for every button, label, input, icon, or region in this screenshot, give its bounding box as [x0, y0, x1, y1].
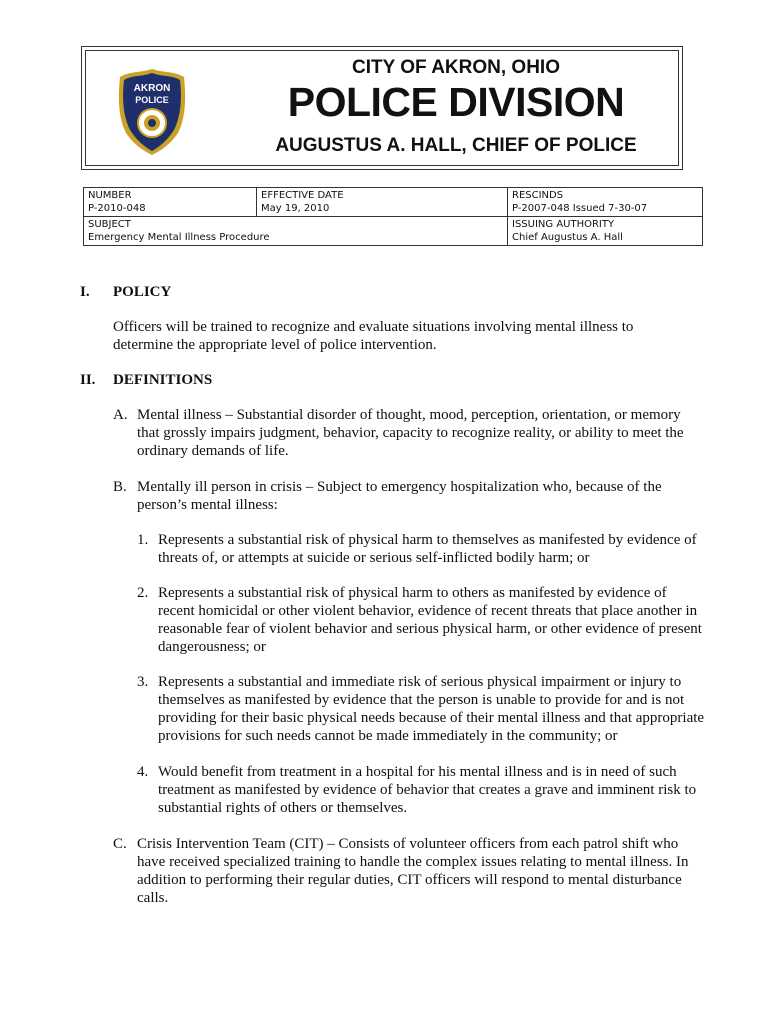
definition-a-letter: A.: [113, 407, 128, 423]
number-value: P-2010-048: [88, 203, 146, 214]
letterhead-inner-border: [85, 50, 679, 166]
list-item-2-text: Represents a substantial risk of physical harm to others as manifested by evidence of recent homicidal or other violent behavior, evidence of recent threats that place another in reasonable fear of violent behavior and serious physical harm, or other evidence of present dangerousness; or: [158, 585, 702, 655]
akron-police-badge-icon: [116, 67, 188, 157]
definition-a-text: Mental illness – Substantial disorder of thought, mood, perception, orientation, or memory that grossly impairs judgment, behavior, capacity to recognize reality, or ability to meet the ordinary demands of life.: [137, 407, 684, 459]
definition-b-letter: B.: [113, 479, 127, 495]
city-title: CITY OF AKRON, OHIO: [352, 57, 560, 78]
authority-cell: [508, 217, 703, 246]
effective-date-cell: [257, 188, 508, 217]
list-item-4-text: Would benefit from treatment in a hospital for his mental illness and is in need of such treatment as manifested by evidence of behavior that creates a grave and imminent risk to substantial rights of others or themselves.: [158, 764, 697, 816]
number-cell: [84, 188, 257, 217]
list-item-3-text: Represents a substantial and immediate risk of serious physical impairment or injury to themselves as manifested by evidence that the person is unable to provide for and is not providing for their basic physical needs because of their mental illness and that appropriate provisions for such needs cannot be made immediately in the community; or: [158, 674, 705, 744]
badge-top-text: AKRON: [133, 83, 171, 94]
effective-date-value: May 19, 2010: [261, 203, 330, 214]
policy-paragraph: Officers will be trained to recognize and evaluate situations involving mental illness to determine the appropriate level of police intervention.: [113, 319, 634, 353]
chief-title: AUGUSTUS A. HALL, CHIEF OF POLICE: [275, 135, 637, 156]
rescinds-value: P-2007-048 Issued 7-30-07: [512, 203, 648, 214]
definition-c-text: Crisis Intervention Team (CIT) – Consists of volunteer officers from each patrol shift who have received specialized training to handle the complex issues relating to mental illness. In addition to performing their regular duties, CIT officers will respond to mental disturbance calls.: [137, 836, 689, 906]
authority-value: Chief Augustus A. Hall: [512, 232, 623, 243]
list-item-3-number: 3.: [137, 674, 149, 690]
section-number-definitions: II.: [80, 372, 96, 388]
list-item-2-number: 2.: [137, 585, 149, 601]
letterhead: [81, 46, 683, 170]
subject-value: Emergency Mental Illness Procedure: [88, 232, 270, 243]
subject-cell: [84, 217, 508, 246]
badge-mid-text: POLICE: [135, 95, 169, 105]
definition-c-letter: C.: [113, 836, 127, 852]
division-title: POLICE DIVISION: [287, 79, 625, 125]
list-item-4-number: 4.: [137, 764, 149, 780]
rescinds-cell: [508, 188, 703, 217]
list-item-1-text: Represents a substantial risk of physical harm to themselves as manifested by evidence of threats of, or attempts at suicide or serious self-inflicted bodily harm; or: [158, 532, 697, 566]
effective-date-label: EFFECTIVE DATE: [261, 190, 344, 201]
number-label: NUMBER: [88, 190, 132, 201]
section-title-policy: POLICY: [113, 284, 172, 300]
authority-label: ISSUING AUTHORITY: [512, 219, 615, 230]
section-number-policy: I.: [80, 284, 90, 300]
subject-label: SUBJECT: [88, 219, 131, 230]
list-item-1-number: 1.: [137, 532, 149, 548]
section-title-definitions: DEFINITIONS: [113, 372, 213, 388]
order-info-table: [83, 187, 703, 246]
definition-b-text: Mentally ill person in crisis – Subject to emergency hospitalization who, because of the person’s mental illness:: [137, 479, 662, 513]
rescinds-label: RESCINDS: [512, 190, 564, 201]
